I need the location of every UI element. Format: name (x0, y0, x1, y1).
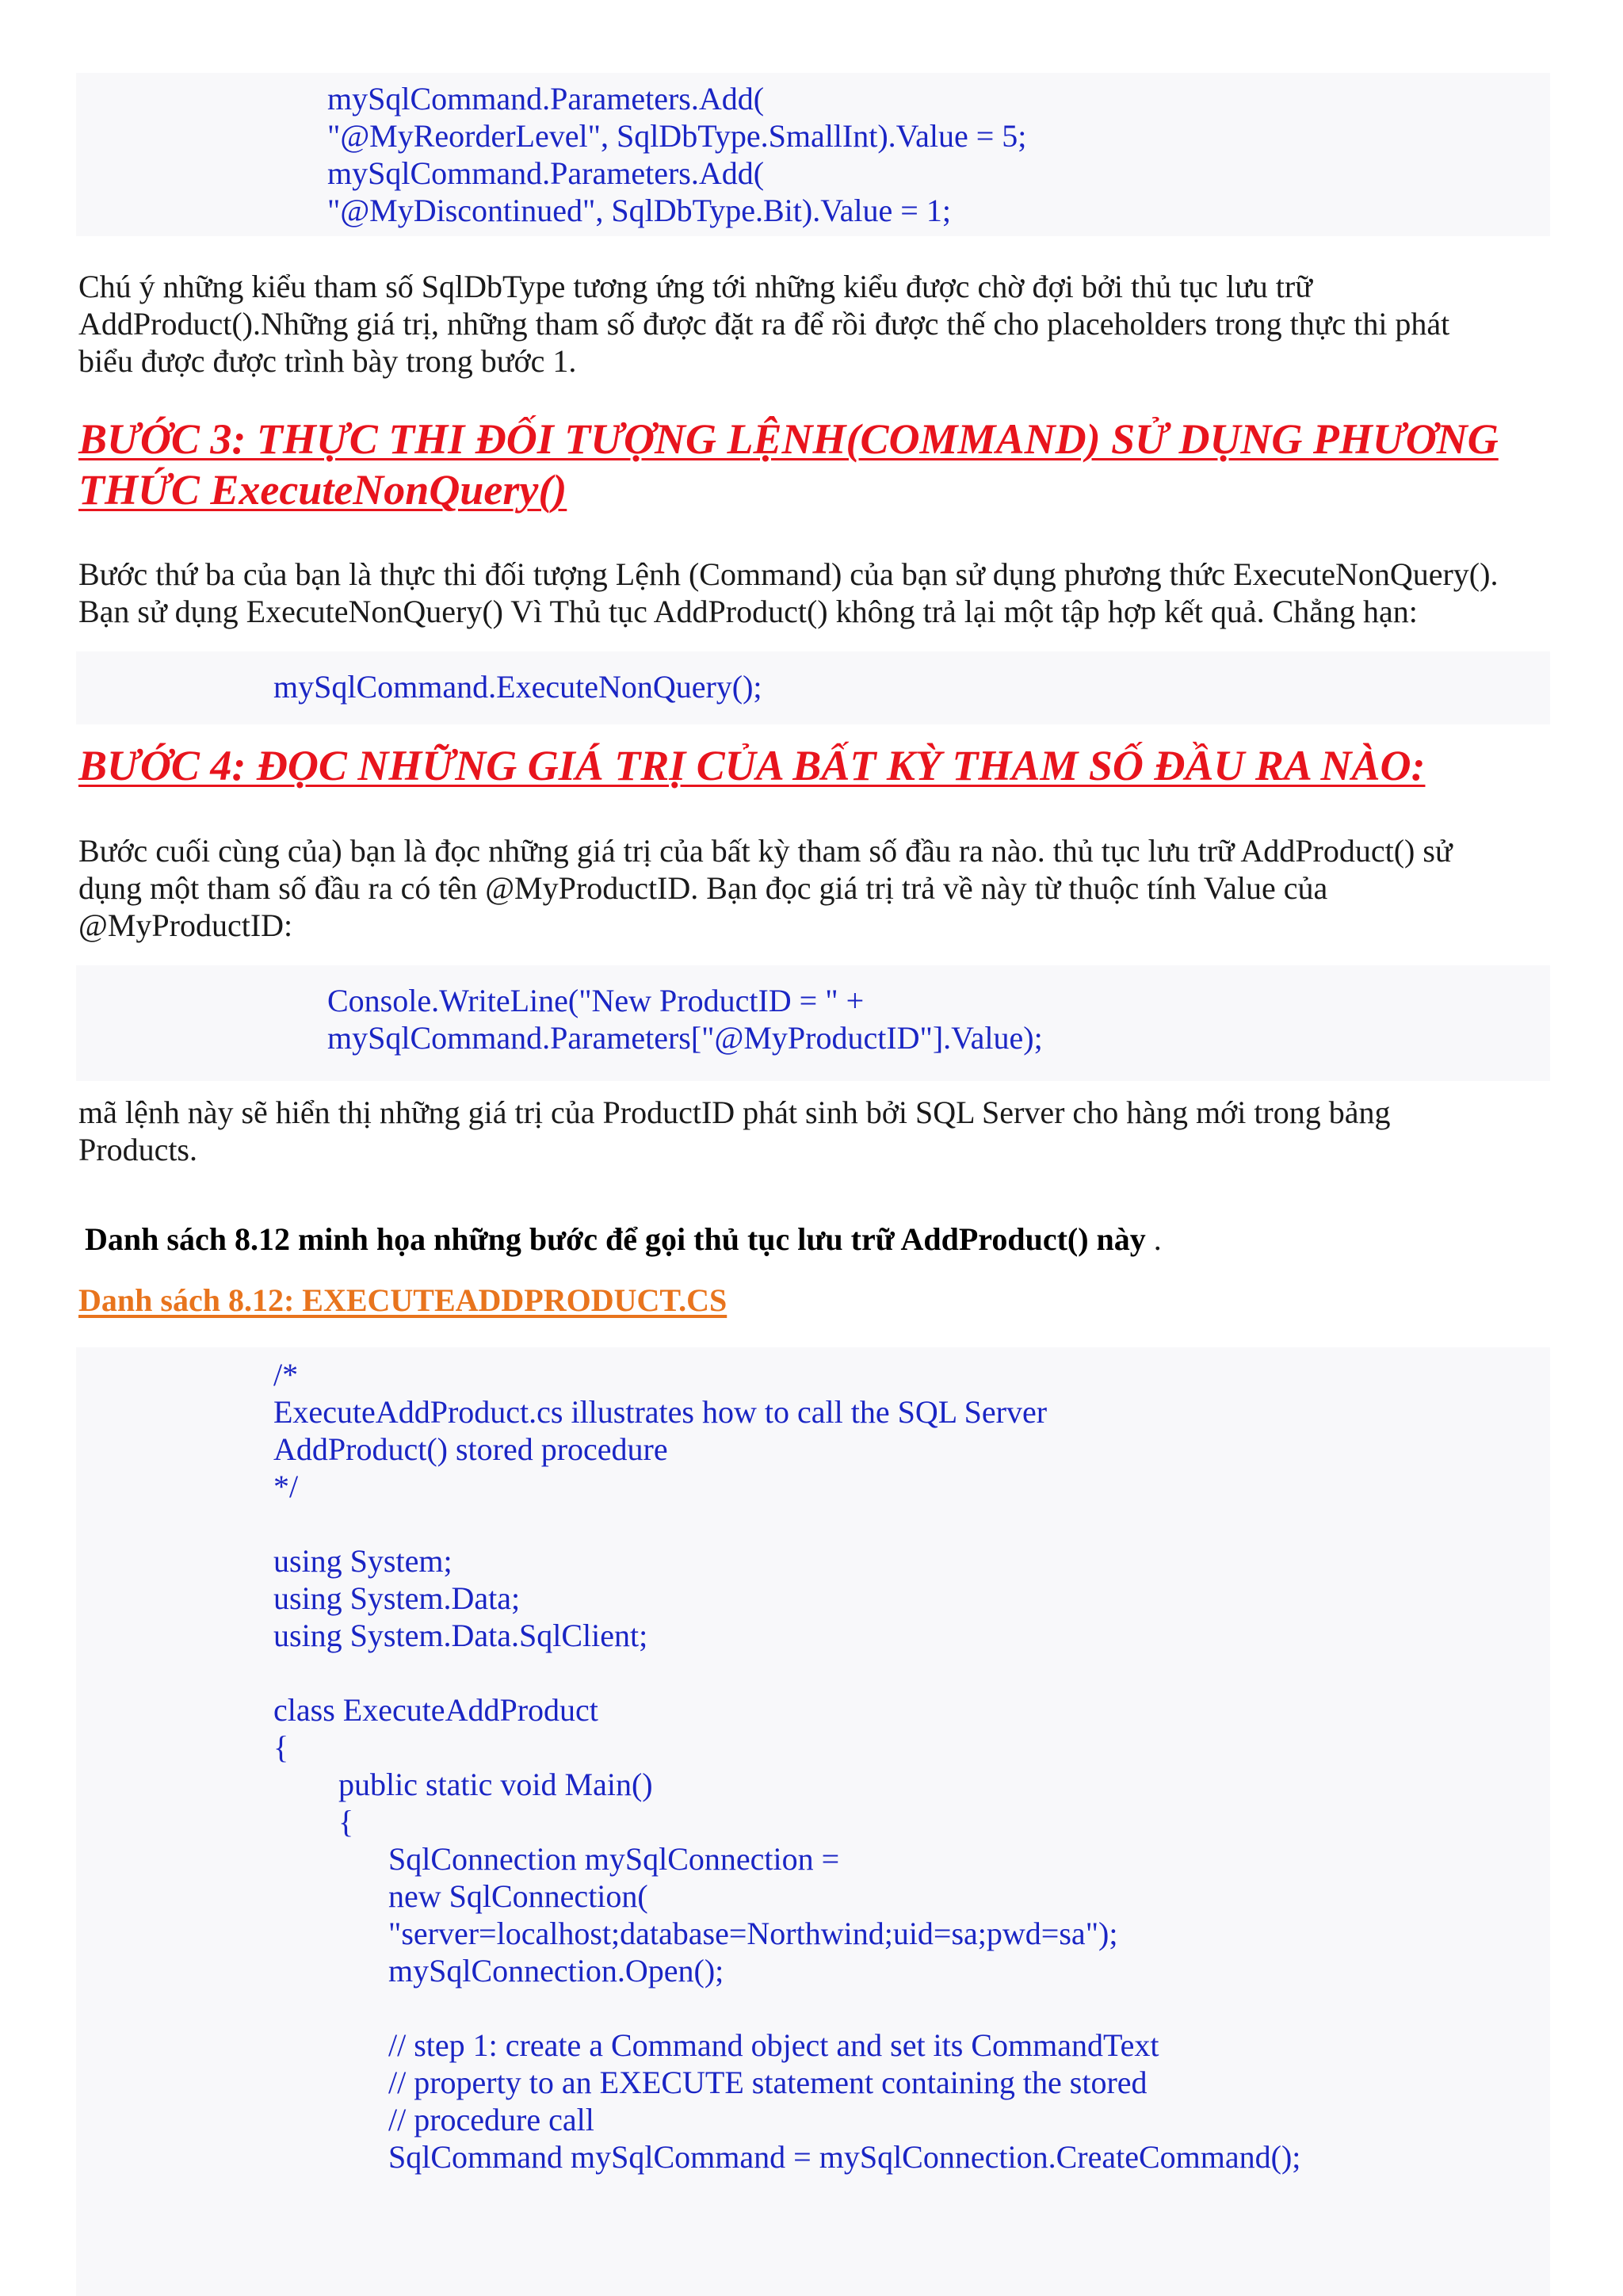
code-line: new SqlConnection( (388, 1878, 648, 1914)
code-line: public static void Main() (338, 1767, 653, 1802)
code-line: mySqlCommand.Parameters.Add( (327, 155, 765, 191)
paragraph-line: Bước thứ ba của bạn là thực thi đối tượng Lệnh (Command) của bạn sử dụng phương thức ExecuteNonQuery(). (78, 556, 1499, 592)
code-line: { (338, 1804, 354, 1839)
code-line: // step 1: create a Command object and set its CommandText (388, 2027, 1159, 2063)
code-line: AddProduct() stored procedure (273, 1431, 668, 1467)
code-line: mySqlCommand.Parameters.Add( (327, 81, 765, 117)
paragraph-line: biểu được được trình bày trong bước 1. (78, 343, 577, 379)
code-line: "@MyReorderLevel", SqlDbType.SmallInt).Value = 5; (327, 118, 1027, 154)
paragraph-line: Chú ý những kiểu tham số SqlDbType tương ứng tới những kiểu được chờ đợi bởi thủ tục lưu trữ (78, 269, 1312, 304)
code-line: // property to an EXECUTE statement containing the stored (388, 2065, 1148, 2100)
code-line: using System; (273, 1543, 453, 1579)
listing-intro (78, 1207, 1162, 1258)
code-line: "server=localhost;database=Northwind;uid=sa;pwd=sa"); (388, 1916, 1118, 1951)
listing-intro-suffix: . (1145, 1221, 1162, 1258)
code-line: mySqlCommand.Parameters["@MyProductID"].Value); (327, 1020, 1043, 1056)
code-line: class ExecuteAddProduct (273, 1692, 598, 1728)
paragraph-line: mã lệnh này sẽ hiển thị những giá trị của ProductID phát sinh bởi SQL Server cho hàng mới trong bảng (78, 1095, 1391, 1130)
paragraph-line: dụng một tham số đầu ra có tên @MyProductID. Bạn đọc giá trị trả về này từ thuộc tính Value của (78, 870, 1328, 906)
code-line: ExecuteAddProduct.cs illustrates how to call the SQL Server (273, 1394, 1048, 1430)
code-line: using System.Data.SqlClient; (273, 1618, 648, 1653)
code-line: using System.Data; (273, 1580, 521, 1616)
code-line: /* (273, 1357, 299, 1392)
code-line: "@MyDiscontinued", SqlDbType.Bit).Value = 1; (327, 193, 951, 228)
code-line: */ (273, 1469, 299, 1504)
listing-intro-text: Danh sách 8.12 minh họa những bước để gọi thủ tục lưu trữ AddProduct() này (85, 1221, 1146, 1258)
listing-title: Danh sách 8.12: EXECUTEADDPRODUCT.CS (78, 1282, 727, 1318)
paragraph-line: Bạn sử dụng ExecuteNonQuery() Vì Thủ tục AddProduct() không trả lại một tập hợp kết quả. Chẳng hạn: (78, 594, 1418, 629)
paragraph-line: Bước cuối cùng của) bạn là đọc những giá trị của bất kỳ tham số đầu ra nào. thủ tục lưu trữ AddProduct() sử (78, 833, 1453, 869)
heading-line: THỨC ExecuteNonQuery() (78, 466, 567, 514)
code-line: { (273, 1729, 289, 1765)
code-line: SqlConnection mySqlConnection = (388, 1841, 840, 1877)
heading-line: BƯỚC 3: THỰC THI ĐỐI TƯỢNG LỆNH(COMMAND) SỬ DỤNG PHƯƠNG (78, 415, 1499, 463)
code-line: SqlCommand mySqlCommand = mySqlConnection.CreateCommand(); (388, 2139, 1301, 2175)
paragraph-line: AddProduct().Những giá trị, những tham số được đặt ra để rồi được thế cho placeholders trong thực thi phát (78, 306, 1450, 342)
code-line: Console.WriteLine("New ProductID = " + (327, 983, 865, 1018)
code-line: mySqlConnection.Open(); (388, 1953, 724, 1988)
paragraph-line: Products. (78, 1132, 197, 1167)
code-block-2: mySqlCommand.ExecuteNonQuery(); (273, 669, 762, 705)
paragraph-line: @MyProductID: (78, 907, 293, 943)
code-line: // procedure call (388, 2102, 594, 2137)
heading-step-4: BƯỚC 4: ĐỌC NHỮNG GIÁ TRỊ CỦA BẤT KỲ THAM SỐ ĐẦU RA NÀO: (78, 742, 1426, 789)
